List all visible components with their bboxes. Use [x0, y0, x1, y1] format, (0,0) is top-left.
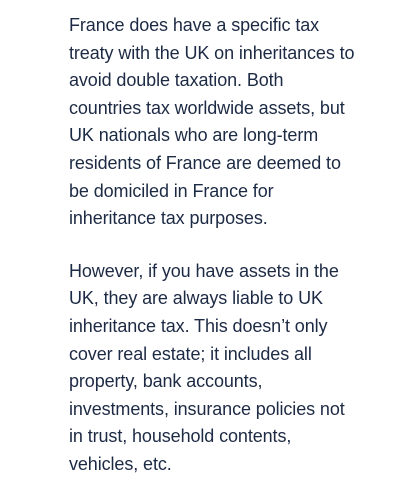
- paragraph-tax-treaty: France does have a specific tax treaty with the UK on inheritances to avoid double taxation. Both countries tax worldwide assets, but UK nationals who are long-term residents of France are deemed to be domiciled in France for inheritance tax purposes.: [69, 15, 355, 229]
- paragraph-uk-assets: However, if you have assets in the UK, they are always liable to UK inheritance tax. This doesn’t only cover real estate; it includes all property, bank accounts, investments, insurance policies not in trust, household contents, vehicles, etc.: [69, 260, 345, 474]
- article-body: [69, 12, 359, 479]
